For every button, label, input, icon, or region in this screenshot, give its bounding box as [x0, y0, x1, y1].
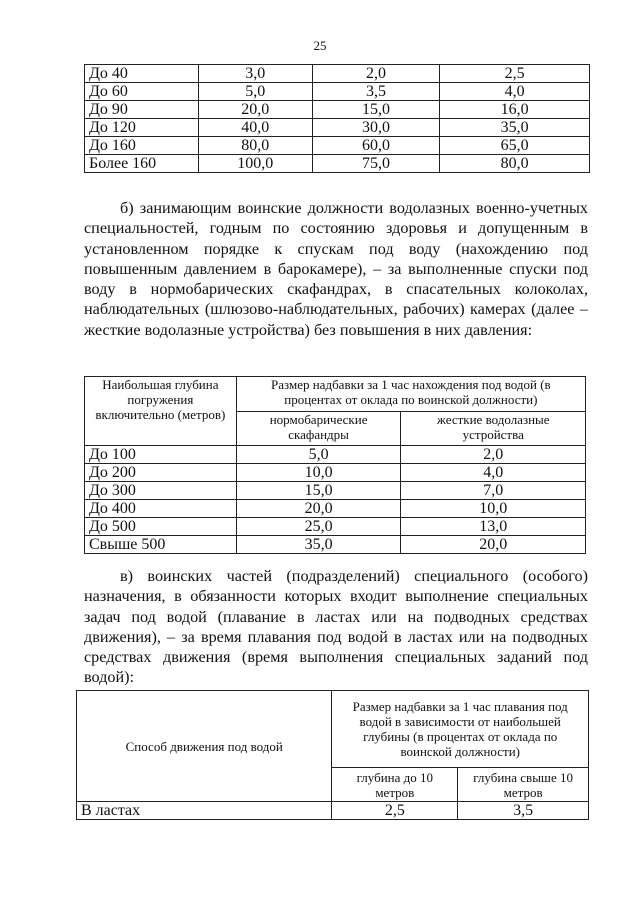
row-label: До 160 — [85, 137, 199, 155]
cell-value: 3,5 — [312, 83, 440, 101]
cell-value: 40,0 — [198, 119, 312, 137]
cell-value: 25,0 — [236, 518, 401, 536]
header-hard-devices: жесткие водолазные устройства — [401, 412, 586, 446]
table-row — [85, 83, 590, 101]
row-label: До 100 — [85, 446, 237, 464]
cell-value: 10,0 — [236, 464, 401, 482]
cell-value: 15,0 — [312, 101, 440, 119]
cell-value: 80,0 — [198, 137, 312, 155]
header-depth-over-10: глубина свыше 10 метров — [458, 768, 589, 802]
cell-value: 2,5 — [440, 65, 590, 83]
cell-value: 16,0 — [440, 101, 590, 119]
table-row — [85, 119, 590, 137]
cell-value: 35,0 — [440, 119, 590, 137]
row-label: До 120 — [85, 119, 199, 137]
paragraph-b: б) занимающим воинские должности водолазных военно-учетных специальностей, годным по состоянию здоровья и допущенным в установленном порядке к спускам под воду (нахождению под повышенным давлением в барокамере), – за выполненные спуски под воду в нормобарических скафандрах, в спасательных колоколах, наблюдательных (шлюзово-наблюдательных, рабочих) камерах (далее – жесткие водолазные устройства) без повышения в них давления: — [84, 199, 588, 339]
table-row — [85, 137, 590, 155]
paragraph-v: в) воинских частей (подразделений) специального (особого) назначения, в обязанности которых входит выполнение специальных задач под водой (плавание в ластах или на подводных средствах движения), – за время плавания под водой в ластах или на подводных средствах движения (время выполнения специальных заданий под водой): — [84, 567, 588, 687]
row-label: До 60 — [85, 83, 199, 101]
table-row — [85, 500, 586, 518]
cell-value: 20,0 — [198, 101, 312, 119]
cell-value: 4,0 — [440, 83, 590, 101]
cell-value: 2,0 — [312, 65, 440, 83]
cell-value: 100,0 — [198, 155, 312, 173]
page-number: 25 — [313, 38, 327, 53]
row-label: До 500 — [85, 518, 237, 536]
header-normobaric-suits: нормобарические скафандры — [236, 412, 401, 446]
cell-value: 65,0 — [440, 137, 590, 155]
table-row — [85, 65, 590, 83]
table-row — [85, 101, 590, 119]
table-row — [85, 446, 586, 464]
table-fins-swimming — [76, 690, 589, 820]
row-label: До 400 — [85, 500, 237, 518]
header-depth: Наибольшая глубина погружения включительно (метров) — [85, 377, 237, 446]
row-label: До 300 — [85, 482, 237, 500]
row-label: До 200 — [85, 464, 237, 482]
table-depth-allowance-continued — [84, 64, 590, 173]
cell-value: 20,0 — [236, 500, 401, 518]
cell-value: 13,0 — [401, 518, 586, 536]
cell-value: 35,0 — [236, 536, 401, 554]
table-row — [85, 536, 586, 554]
table-row — [85, 155, 590, 173]
table-row — [85, 518, 586, 536]
cell-value: 3,0 — [198, 65, 312, 83]
cell-value: 2,0 — [401, 446, 586, 464]
cell-value: 30,0 — [312, 119, 440, 137]
row-label: До 40 — [85, 65, 199, 83]
row-label: В ластах — [77, 802, 332, 820]
cell-value: 10,0 — [401, 500, 586, 518]
row-label: Свыше 500 — [85, 536, 237, 554]
row-label: Более 160 — [85, 155, 199, 173]
header-method: Способ движения под водой — [77, 691, 332, 802]
cell-value: 80,0 — [440, 155, 590, 173]
cell-value: 15,0 — [236, 482, 401, 500]
table-row — [85, 464, 586, 482]
header-allowance: Размер надбавки за 1 час нахождения под водой (в процентах от оклада по воинской должности) — [236, 377, 585, 412]
header-depth-up-to-10: глубина до 10 метров — [332, 768, 458, 802]
table-row — [77, 802, 589, 820]
table-hard-diving-devices — [84, 376, 586, 554]
cell-value: 2,5 — [332, 802, 458, 820]
cell-value: 7,0 — [401, 482, 586, 500]
cell-value: 5,0 — [198, 83, 312, 101]
cell-value: 4,0 — [401, 464, 586, 482]
header-allowance: Размер надбавки за 1 час плавания под водой в зависимости от наибольшей глубины (в процентах от оклада по воинской должности) — [332, 691, 589, 768]
cell-value: 60,0 — [312, 137, 440, 155]
row-label: До 90 — [85, 101, 199, 119]
table-row — [85, 482, 586, 500]
cell-value: 3,5 — [458, 802, 589, 820]
cell-value: 20,0 — [401, 536, 586, 554]
cell-value: 5,0 — [236, 446, 401, 464]
cell-value: 75,0 — [312, 155, 440, 173]
